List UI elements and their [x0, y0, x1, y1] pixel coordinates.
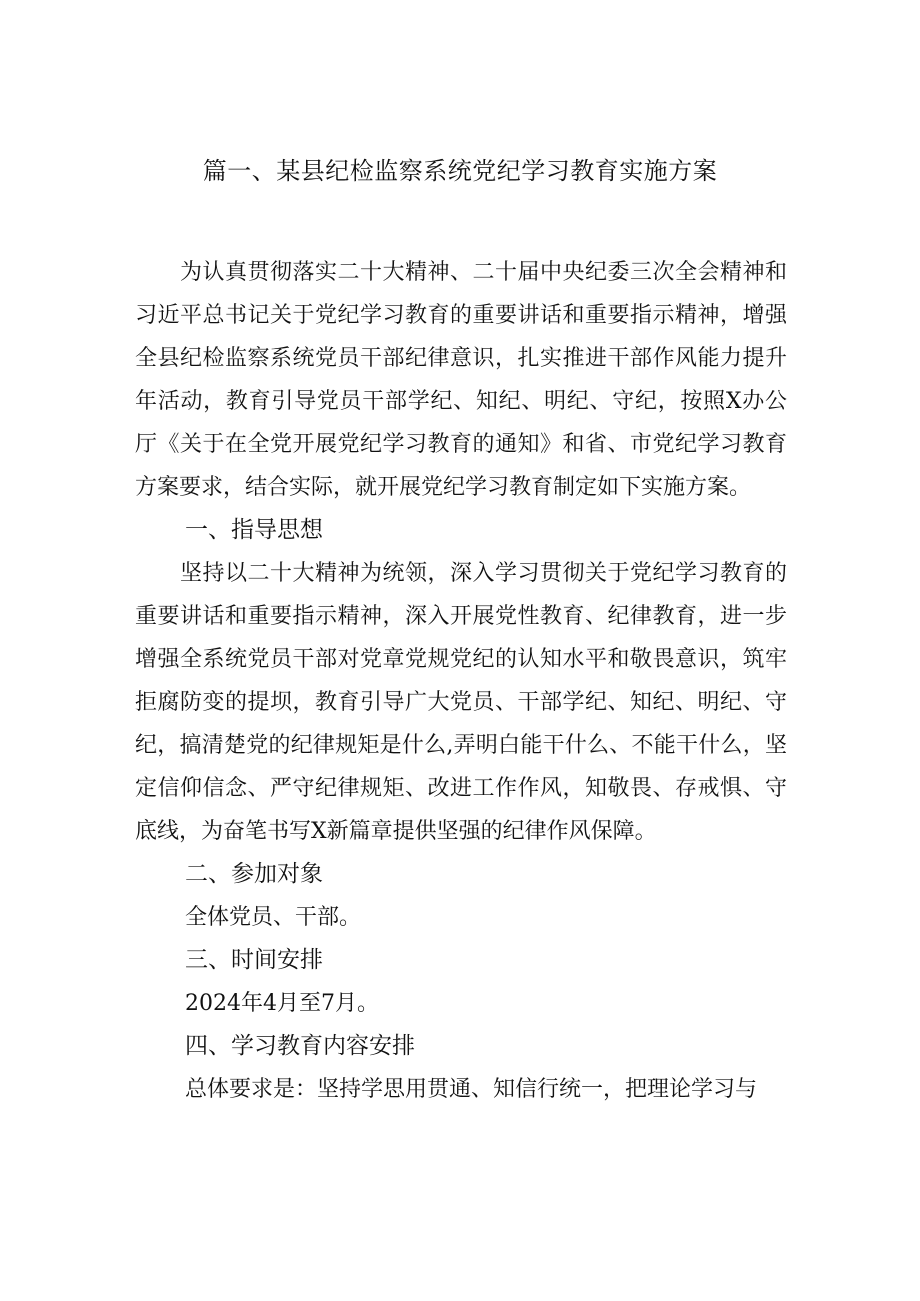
section-heading-schedule: 三、时间安排 [185, 947, 323, 973]
section-paragraph-schedule: 2024年4月至7月。 [185, 991, 379, 1016]
document-title: 篇一、某县纪检监察系统党纪学习教育实施方案 [202, 157, 718, 185]
document-body [135, 251, 787, 1111]
section-paragraph-content-arrangement: 总体要求是：坚持学思用贯通、知信行统一，把理论学习与 [185, 1077, 758, 1102]
section-heading-participants: 二、参加对象 [185, 861, 323, 887]
section-paragraph-participants: 全体党员、干部。 [185, 905, 362, 930]
section-heading-content-arrangement: 四、学习教育内容安排 [185, 1033, 415, 1059]
intro-paragraph: 为认真贯彻落实二十大精神、二十届中央纪委三次全会精神和习近平总书记关于党纪学习教育的重要讲话和重要指示精神，增强全县纪检监察系统党员干部纪律意识，扎实推进干部作风能力提升年活动，教育引导党员干部学纪、知纪、明纪、守纪，按照X办公厅《关于在全党开展党纪学习教育的通知》和省、市党纪学习教育方案要求，结合实际，就开展党纪学习教育制定如下实施方案。 [135, 260, 787, 500]
section-heading-guiding-ideology: 一、指导思想 [185, 517, 323, 543]
section-paragraph-guiding-ideology: 坚持以二十大精神为统领，深入学习贯彻关于党纪学习教育的重要讲话和重要指示精神，深入开展党性教育、纪律教育，进一步增强全系统党员干部对党章党规党纪的认知水平和敬畏意识，筑牢拒腐防变的提坝，教育引导广大党员、干部学纪、知纪、明纪、守纪，搞清楚党的纪律规矩是什么,弄明白能干什么、不能干什么，坚定信仰信念、严守纪律规矩、改进工作作风，知敬畏、存戒惧、守底线，为奋笔书写X新篇章提供坚强的纪律作风保障。 [135, 561, 787, 844]
